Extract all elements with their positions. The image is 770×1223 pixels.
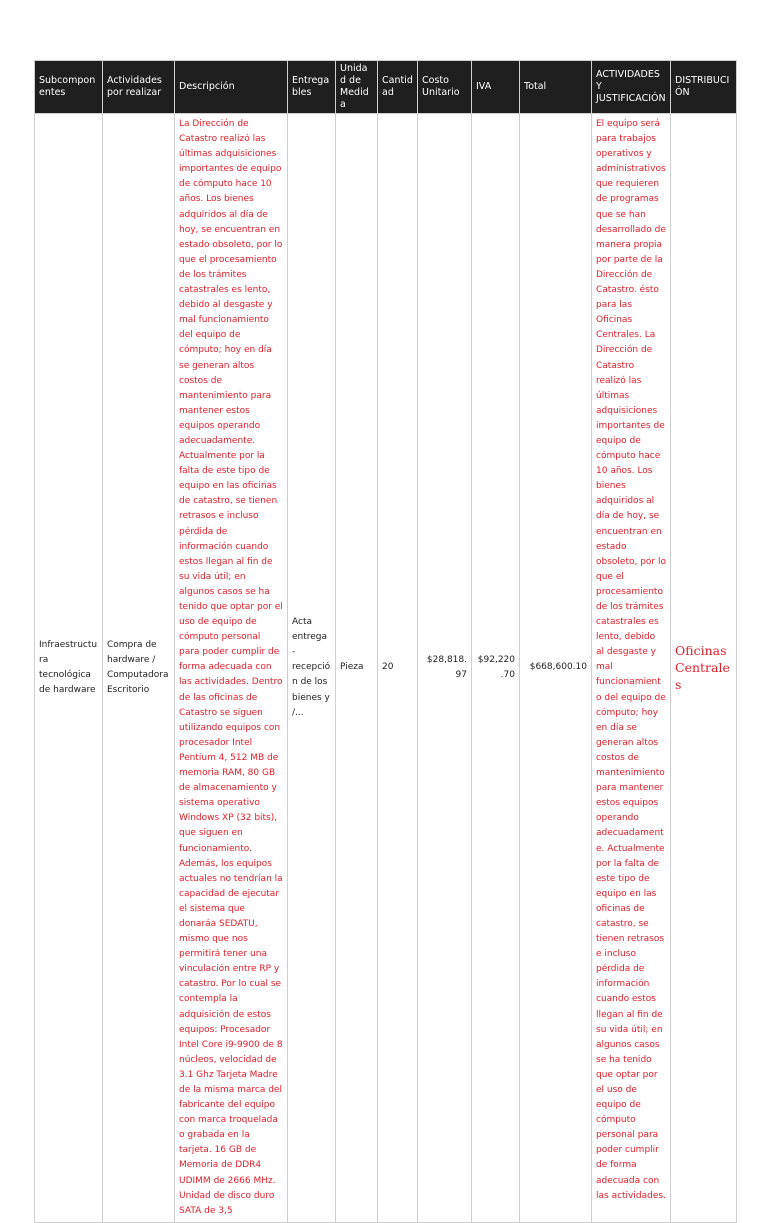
header-distribucion: DISTRIBUCIÓN <box>671 61 737 114</box>
cell-costo-unitario: $28,818.97 <box>418 114 472 1223</box>
cell-cantidad: 20 <box>378 114 418 1223</box>
cell-entregable: Acta entrega - recepción de los bienes y /... <box>288 114 336 1223</box>
header-justificacion: ACTIVIDADES Y JUSTIFICACIÓN <box>592 61 671 114</box>
table-header <box>35 61 737 114</box>
cell-justificacion: El equipo será para trabajos operativos y administrativos que requieren de programas que se han desarrollado de manera propia por parte de la Dirección de Catastro. ésto para las Oficinas Centrales. La Dirección de Catastro realizó las últimas adquisiciones importantes de equipo de cómputo hace 10 años. Los bienes adquiridos al día de hoy, se encuentran en estado obsoleto, por lo que el procesamiento de los trámites catastrales es lento, debido al desgaste y mal funcionamiento del equipo de cómputo; hoy en día se generan altos costos de mantenimiento para mantener estos equipos operando adecuadamente. Actualmente por la falta de este tipo de equipo en las oficinas de catastro, se tienen retrasos e incluso pérdida de información cuando estos llegan al fin de su vida útil; en algunos casos se ha tenido que optar por el uso de equipo de cómputo personal para poder cumplir de forma adecuada con las actividades. <box>592 114 671 1223</box>
header-entregables: Entregables <box>288 61 336 114</box>
header-costo: Costo Unitario <box>418 61 472 114</box>
cell-subcomponente: Infraestructura tecnológica de hardware <box>35 114 103 1223</box>
header-total: Total <box>520 61 592 114</box>
table-body <box>35 114 737 1223</box>
header-subcomponentes: Subcomponentes <box>35 61 103 114</box>
header-unidad: Unidad de Medida <box>336 61 378 114</box>
cell-distribucion: Oficinas Centrales <box>671 114 737 1223</box>
header-cantidad: Cantidad <box>378 61 418 114</box>
cell-actividad: Compra de hardware / Computadora Escritorio <box>103 114 175 1223</box>
budget-table-container <box>34 60 737 1223</box>
cell-iva: $92,220.70 <box>472 114 520 1223</box>
budget-table <box>34 60 737 1223</box>
cell-descripcion: La Dirección de Catastro realizó las últimas adquisiciones importantes de equipo de cómputo hace 10 años. Los bienes adquiridos al día de hoy, se encuentran en estado obsoleto, por lo que el procesamiento de los trámites catastrales es lento, debido al desgaste y mal funcionamiento del equipo de cómputo; hoy en día se generan altos costos de mantenimiento para mantener estos equipos operando adecuadamente. Actualmente por la falta de este tipo de equipo en las oficinas de catastro, se tienen retrasos e incluso pérdida de información cuando estos llegan al fin de su vida útil; en algunos casos se ha tenido que optar por el uso de equipo de cómputo personal para poder cumplir de forma adecuada con las actividades. Dentro de las oficinas de Catastro se siguen utilizando equipos con procesador Intel Pentium 4, 512 MB de memoria RAM, 80 GB de almacenamiento y sistema operativo Windows XP (32 bits), que siguen en funcionamiento. Además, los equipos actuales no tendrían la capacidad de ejecutar el sistema que donaráa SEDATU, mismo que nos permitirá tener una vinculación entre RP y catastro. Por lo cual se contempla la adquisición de estos equipos: Procesador Intel Core i9-9900 de 8 núcleos, velocidad de 3.1 Ghz Tarjeta Madre de la misma marca del fabricante del equipo con marca troquelada o grabada en la tarjeta. 16 GB de Memoria de DDR4 UDIMM de 2666 MHz. Unidad de disco duro SATA de 3,5 <box>175 114 288 1223</box>
header-descripcion: Descripción <box>175 61 288 114</box>
header-actividades: Actividades por realizar <box>103 61 175 114</box>
header-iva: IVA <box>472 61 520 114</box>
cell-unidad: Pieza <box>336 114 378 1223</box>
header-row <box>35 61 737 114</box>
cell-total: $668,600.10 <box>520 114 592 1223</box>
table-row <box>35 114 737 1223</box>
